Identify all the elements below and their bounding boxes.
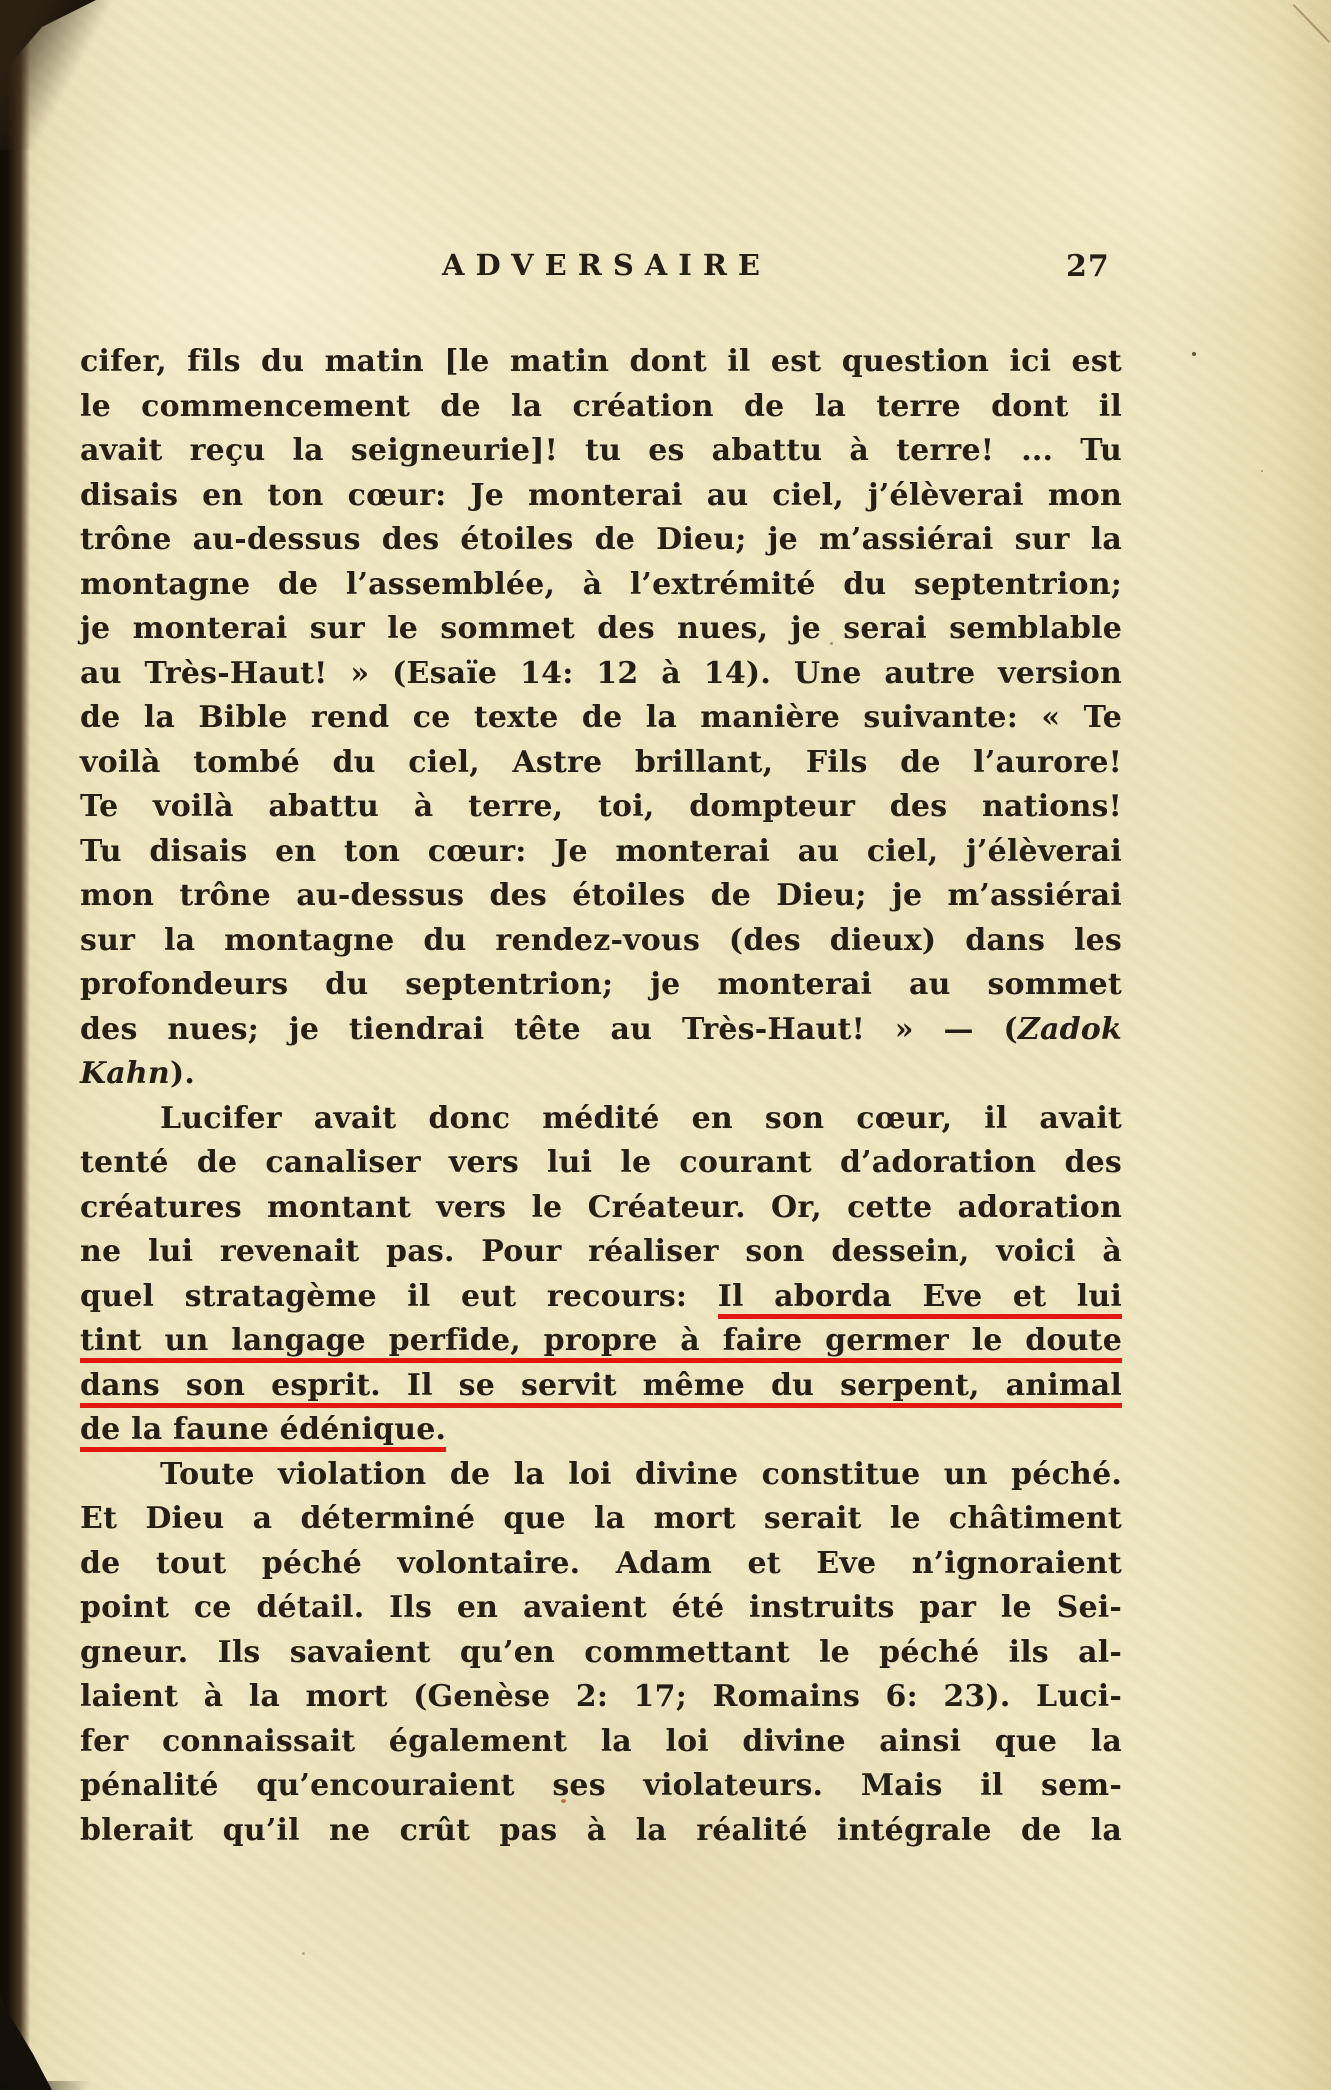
text-line (80, 1319, 1122, 1364)
text-line (80, 607, 1122, 652)
text-line (80, 652, 1122, 697)
text-line (80, 1720, 1122, 1765)
text-segment: ). (169, 1056, 195, 1091)
text-line (80, 1631, 1122, 1676)
text-segment: montagne de l’assemblée, à l’extrémité du septentrion; (80, 566, 1122, 602)
scan-edge-bottom (0, 2081, 90, 2090)
red-underlined-text: dans son esprit. Il se servit même du serpent, animal (80, 1368, 1122, 1408)
text-segment: laient à la mort (Genèse 2: 17; Romains 6: 23). Luci- (80, 1679, 1122, 1714)
text-line (80, 1097, 1122, 1142)
text-line (80, 474, 1122, 519)
text-segment: blerait qu’il ne crût pas à la réalité intégrale de la (80, 1812, 1122, 1848)
text-line (80, 1542, 1122, 1587)
text-segment: disais en ton cœur: Je monterai au ciel, j’élèverai mon (80, 477, 1122, 513)
text-line (80, 1141, 1122, 1186)
text-line (80, 1453, 1122, 1498)
text-line (80, 1408, 1122, 1453)
text-segment: cifer, fils du matin [le matin dont il est question ici est (80, 344, 1122, 379)
text-line (80, 1675, 1122, 1720)
text-line (80, 429, 1122, 474)
text-segment: mon trône au-dessus des étoiles de Dieu; je m’assiérai (80, 878, 1122, 913)
text-line (80, 1230, 1122, 1275)
text-segment: Kahn (80, 1056, 170, 1091)
text-segment: ne lui revenait pas. Pour réaliser son dessein, voici à (80, 1234, 1122, 1269)
text-line (80, 741, 1122, 786)
text-segment: gneur. Ils savaient qu’en commettant le péché ils al- (80, 1634, 1122, 1670)
text-segment: au Très-Haut! » (Esaïe 14: 12 à 14). Une autre version (80, 655, 1122, 691)
text-segment: Lucifer avait donc médité en son cœur, il avait (160, 1100, 1122, 1136)
red-underlined-text: Il aborda Eve et lui (718, 1279, 1122, 1319)
text-segment: quel stratagème il eut recours: (80, 1278, 718, 1314)
text-line (80, 963, 1122, 1008)
text-line (80, 1764, 1122, 1809)
text-line (80, 385, 1122, 430)
book-gutter-shadow (0, 0, 30, 2090)
text-segment: profondeurs du septentrion; je monterai au sommet (80, 967, 1122, 1002)
text-line (80, 919, 1122, 964)
running-head (80, 248, 1122, 288)
text-line (80, 696, 1122, 741)
text-segment: tenté de canaliser vers lui le courant d’adoration des (80, 1145, 1122, 1180)
text-segment: sur la montagne du rendez-vous (des dieux) dans les (80, 922, 1122, 958)
text-segment: de la Bible rend ce texte de la manière suivante: « Te (80, 700, 1122, 735)
red-underlined-text: tint un langage perfide, propre à faire germer le doute (80, 1323, 1122, 1363)
text-line (80, 1008, 1122, 1053)
paper-speck (1192, 352, 1196, 356)
text-line (80, 1809, 1122, 1854)
text-segment: de tout péché volontaire. Adam et Eve n’ignoraient (80, 1545, 1122, 1581)
paper-speck (302, 1952, 305, 1955)
page-title: ADVERSAIRE (441, 248, 772, 282)
text-line (80, 785, 1122, 830)
text-segment: le commencement de la création de la terre dont il (80, 388, 1122, 424)
page-number: 27 (1066, 249, 1110, 284)
text-segment: trône au-dessus des étoiles de Dieu; je m’assiérai sur la (80, 522, 1122, 557)
red-underlined-text: de la faune édénique. (80, 1412, 446, 1452)
text-segment: avait reçu la seigneurie]! tu es abattu à terre! ... Tu (80, 433, 1122, 468)
text-line (80, 1586, 1122, 1631)
text-line (80, 1186, 1122, 1231)
text-segment: point ce détail. Ils en avaient été instruits par le Sei- (80, 1590, 1122, 1625)
text-segment: je monterai sur le sommet des nues, je serai semblable (80, 611, 1122, 646)
text-line (80, 874, 1122, 919)
text-segment: Te voilà abattu à terre, toi, dompteur des nations! (80, 789, 1122, 824)
text-segment: Toute violation de la loi divine constitue un péché. (160, 1456, 1122, 1492)
text-line (80, 1052, 1122, 1097)
paper-speck (1261, 470, 1263, 472)
text-line (80, 1497, 1122, 1542)
text-block (80, 340, 1122, 1853)
text-segment: Zadok (1017, 1011, 1122, 1047)
text-line (80, 340, 1122, 385)
text-segment: créatures montant vers le Créateur. Or, cette adoration (80, 1189, 1122, 1225)
text-line (80, 1364, 1122, 1409)
text-segment: fer connaissait également la loi divine ainsi que la (80, 1723, 1122, 1759)
text-line (80, 1275, 1122, 1320)
text-segment: Et Dieu a déterminé que la mort serait le châtiment (80, 1501, 1122, 1536)
text-segment: pénalité qu’encouraient ses violateurs. Mais il sem- (80, 1768, 1122, 1803)
text-line (80, 563, 1122, 608)
text-segment: des nues; je tiendrai tête au Très-Haut! » — ( (80, 1011, 1018, 1047)
text-line (80, 830, 1122, 875)
text-segment: voilà tombé du ciel, Astre brillant, Fils de l’aurore! (80, 744, 1122, 780)
text-segment: Tu disais en ton cœur: Je monterai au ciel, j’élèverai (80, 833, 1122, 869)
text-line (80, 518, 1122, 563)
